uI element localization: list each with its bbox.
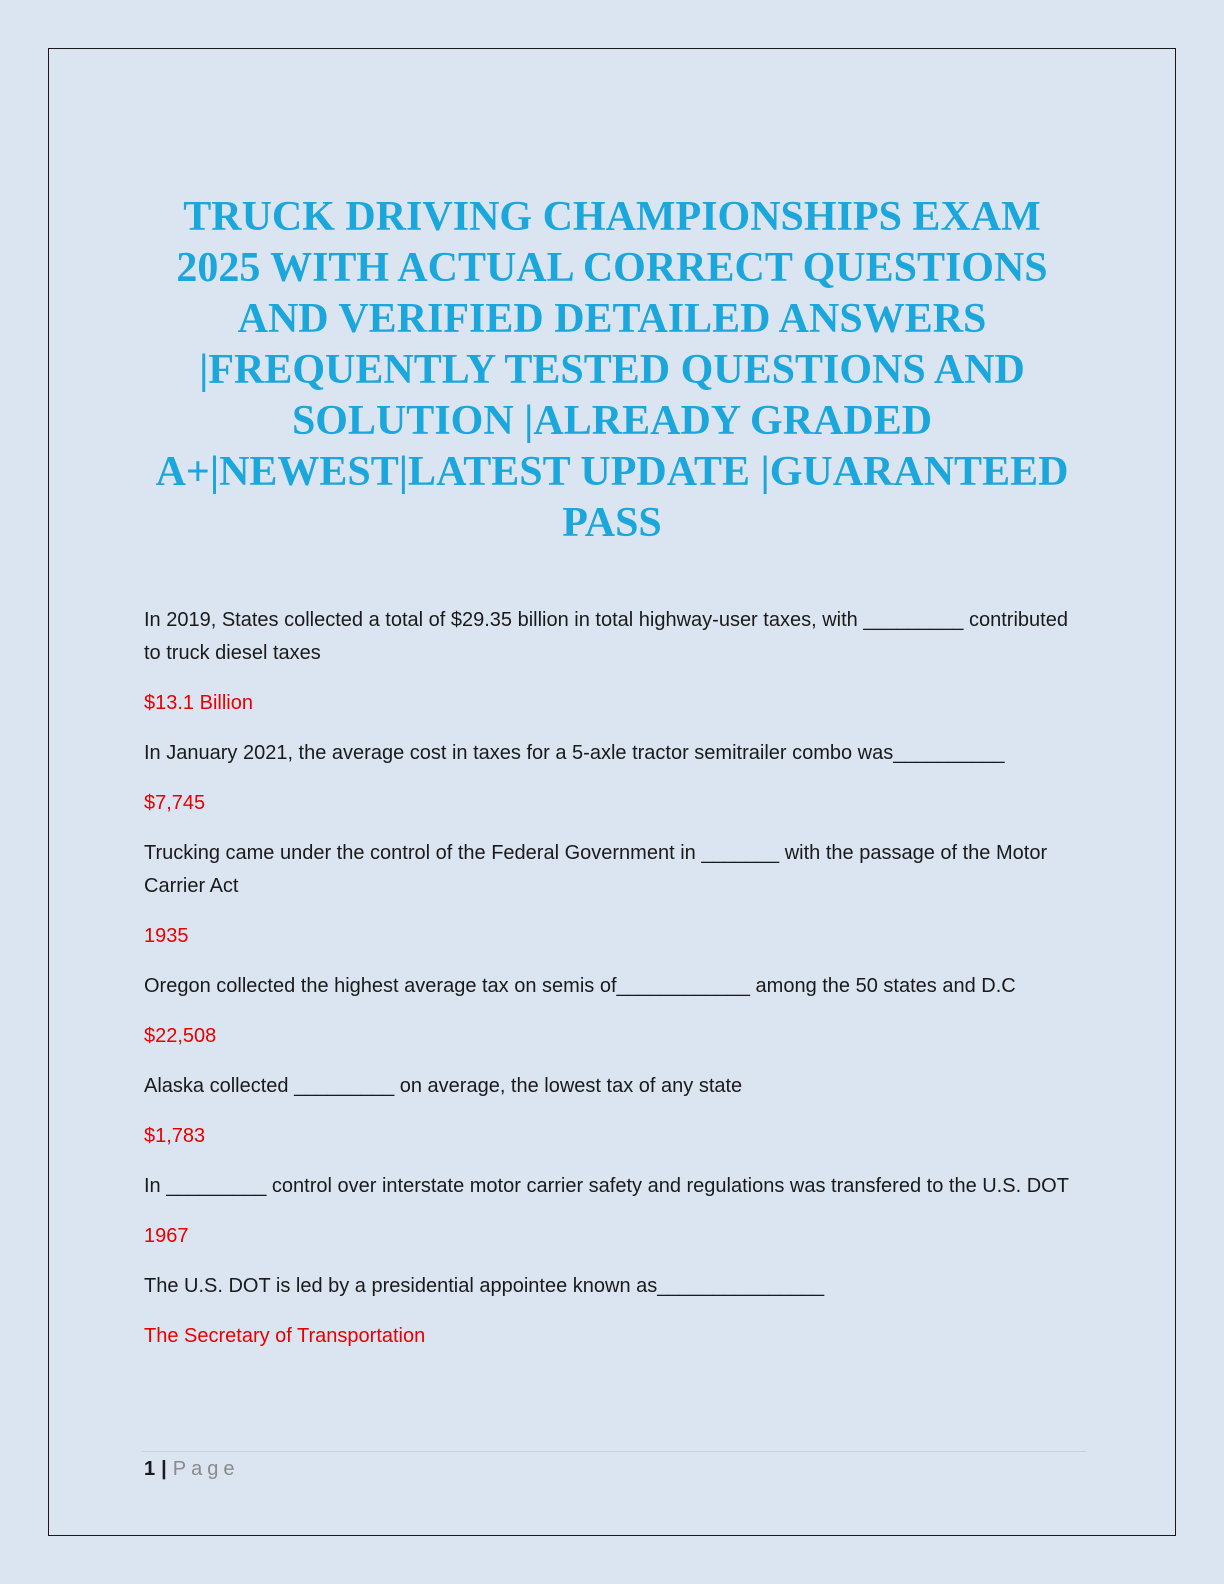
- answer-2: $7,745: [144, 792, 206, 814]
- question-5: Alaska collected _________ on average, the lowest tax of any state: [144, 1075, 743, 1097]
- question-2: In January 2021, the average cost in taxes for a 5-axle tractor semitrailer combo was__________: [144, 742, 1005, 764]
- answer-4: $22,508: [144, 1025, 217, 1047]
- answer-1: $13.1 Billion: [144, 692, 253, 714]
- answer-7: The Secretary of Transportation: [144, 1325, 426, 1347]
- question-3: Trucking came under the control of the Federal Government in _______ with the passage of the Motor Carrier Act: [144, 842, 1048, 897]
- document-title: TRUCK DRIVING CHAMPIONSHIPS EXAM 2025 WITH ACTUAL CORRECT QUESTIONS AND VERIFIED DETAILED ANSWERS |FREQUENTLY TESTED QUESTIONS AND SOLUTION |ALREADY GRADED A+|NEWEST|LATEST UPDATE |GUARANTEED PASS: [155, 194, 1069, 546]
- question-6: In _________ control over interstate motor carrier safety and regulations was transfered to the U.S. DOT: [144, 1175, 1069, 1197]
- footer-divider: [142, 1451, 1086, 1452]
- question-answer-list: [144, 604, 1084, 1370]
- page-footer: [144, 1458, 239, 1481]
- answer-3: 1935: [144, 925, 189, 947]
- answer-5: $1,783: [144, 1125, 206, 1147]
- question-7: The U.S. DOT is led by a presidential appointee known as_______________: [144, 1275, 825, 1297]
- page-label: Page: [172, 1458, 240, 1480]
- page-number: 1: [144, 1458, 156, 1480]
- question-1: In 2019, States collected a total of $29.35 billion in total highway-user taxes, with _________ contributed to truck diesel taxes: [144, 609, 1068, 664]
- question-4: Oregon collected the highest average tax on semis of____________ among the 50 states and D.C: [144, 975, 1016, 997]
- footer-separator: |: [161, 1458, 167, 1480]
- answer-6: 1967: [144, 1225, 189, 1247]
